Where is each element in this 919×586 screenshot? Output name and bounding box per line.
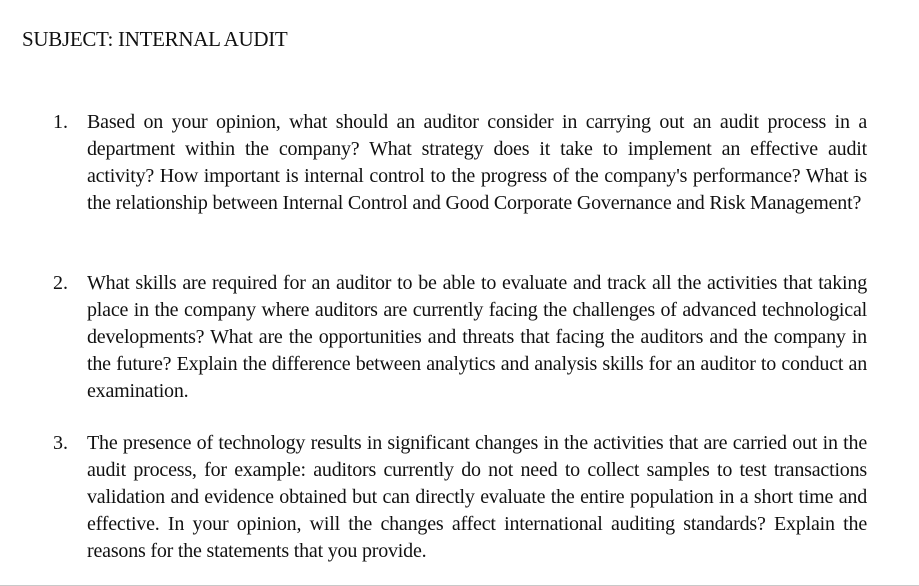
question-text: Based on your opinion, what should an auditor consider in carrying out an audit process in a department within the company? What strategy does it take to implement an effective audit activity? How important is internal control to the progress of the company's performance? What is the relationship between Internal Control and Good Corporate Governance and Risk Management? bbox=[87, 111, 867, 214]
question-number: 1. bbox=[53, 111, 68, 133]
question-number: 2. bbox=[53, 272, 68, 294]
question-text: The presence of technology results in significant changes in the activities that are carried out in the audit process, for example: auditors currently do not need to collect samples to test transactions validation and evidence obtained but can directly evaluate the entire population in a short time and effective. In your opinion, will the changes affect international auditing standards? Explain the reasons for the statements that you provide. bbox=[87, 432, 867, 562]
subject-heading: SUBJECT: INTERNAL AUDIT bbox=[22, 27, 288, 51]
question-number: 3. bbox=[53, 432, 68, 454]
question-text: What skills are required for an auditor to be able to evaluate and track all the activities that taking place in the company where auditors are currently facing the challenges of advanced technological developments? What are the opportunities and threats that facing the auditors and the company in the future? Explain the difference between analytics and analysis skills for an auditor to conduct an examination. bbox=[87, 272, 867, 402]
